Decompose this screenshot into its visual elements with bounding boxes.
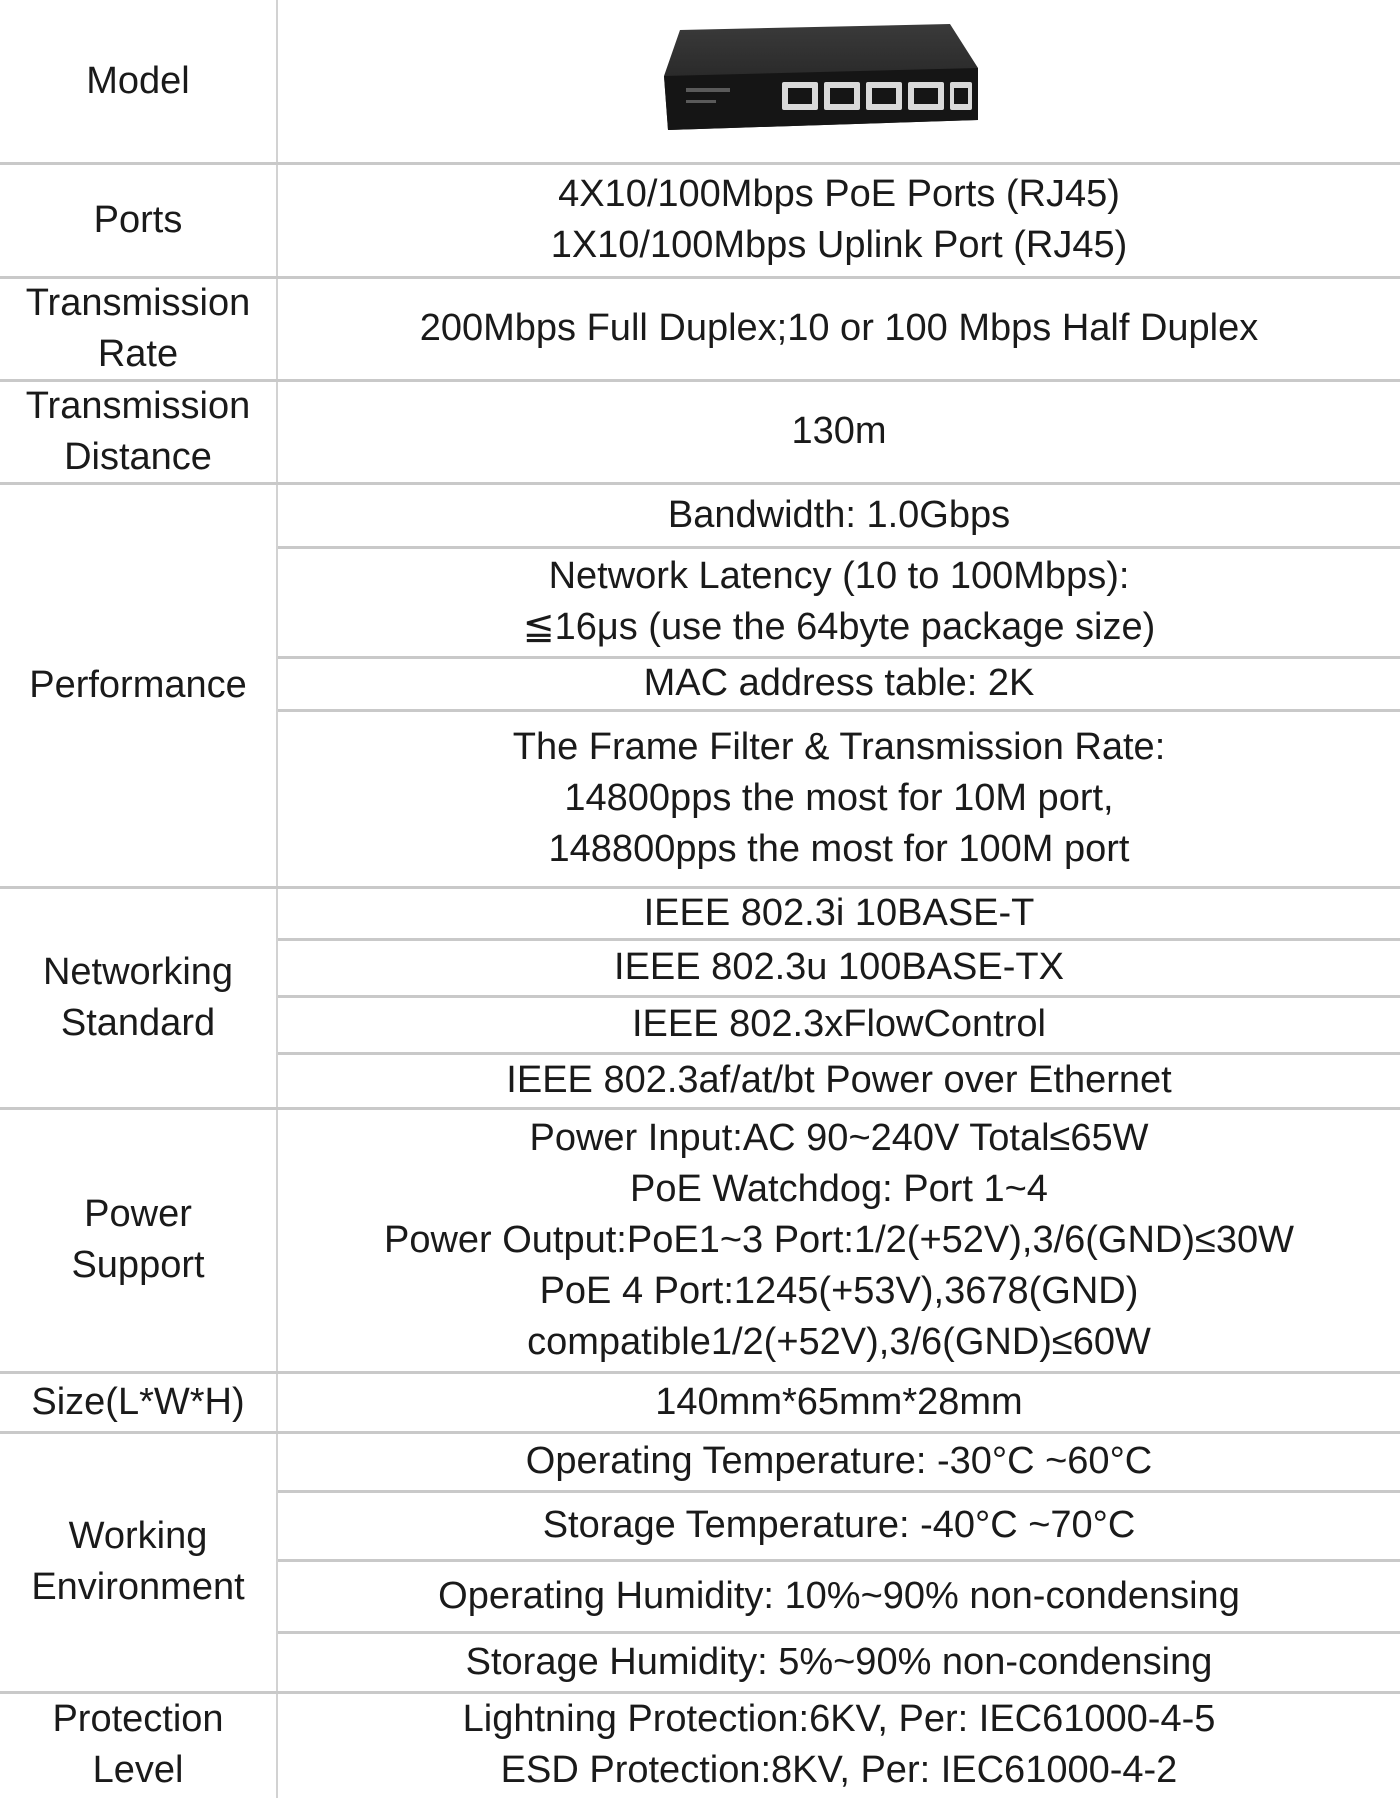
row-label-transmission-distance — [0, 380, 276, 483]
label-text: Working — [68, 1515, 208, 1557]
sub-row-divider — [278, 938, 1400, 941]
value-text: PoE 4 Port:1245(+53V),3678(GND) — [539, 1269, 1139, 1312]
row-value-networking-standard — [278, 887, 1400, 939]
sub-row-divider — [278, 1559, 1400, 1562]
sub-row-divider — [278, 1631, 1400, 1634]
row-value-networking-standard — [278, 996, 1400, 1053]
label-text: Distance — [64, 435, 212, 478]
label-text: Model — [86, 60, 190, 102]
value-text: 140mm*65mm*28mm — [655, 1380, 1023, 1423]
value-text: IEEE 802.3u 100BASE-TX — [614, 946, 1064, 988]
label-text: Rate — [97, 332, 179, 375]
row-value-performance — [278, 657, 1400, 710]
label-text: Performance — [29, 663, 247, 706]
sub-row-divider — [278, 546, 1400, 549]
row-label-power-support — [0, 1108, 276, 1372]
value-text: 14800pps the most for 10M port, — [564, 777, 1114, 819]
row-divider — [0, 162, 1400, 165]
value-text: Operating Humidity: 10%~90% non-condensing — [438, 1574, 1240, 1617]
label-text: Transmission — [25, 281, 251, 324]
label-text: Networking — [42, 950, 234, 993]
row-value-working-environment — [278, 1491, 1400, 1560]
value-text: compatible1/2(+52V),3/6(GND)≤60W — [527, 1320, 1151, 1363]
row-value-transmission-rate — [278, 277, 1400, 380]
value-text: ESD Protection:8KV, Per: IEC61000-4-2 — [500, 1749, 1178, 1791]
value-text: 130m — [791, 410, 887, 452]
row-value-working-environment — [278, 1432, 1400, 1491]
network-switch-icon — [660, 16, 980, 136]
value-text: Power Output:PoE1~3 Port:1/2(+52V),3/6(GND)≤30W — [383, 1218, 1295, 1261]
value-text: Power Input:AC 90~240V Total≤65W — [529, 1116, 1149, 1159]
row-value-ports — [278, 163, 1400, 277]
row-label-networking-standard — [0, 887, 276, 1108]
row-value-working-environment — [278, 1632, 1400, 1692]
row-divider — [0, 276, 1400, 279]
row-divider — [0, 1431, 1400, 1434]
label-text: Transmission — [25, 384, 251, 427]
row-divider — [0, 482, 1400, 485]
sub-row-divider — [278, 995, 1400, 998]
value-text: IEEE 802.3af/at/bt Power over Ethernet — [506, 1059, 1172, 1101]
row-label-protection-level — [0, 1692, 276, 1798]
row-label-size — [0, 1372, 276, 1432]
sub-row-divider — [278, 709, 1400, 712]
value-text: PoE Watchdog: Port 1~4 — [630, 1167, 1048, 1210]
value-text: Network Latency (10 to 100Mbps): — [548, 555, 1130, 597]
row-divider — [0, 1371, 1400, 1374]
row-value-working-environment — [278, 1560, 1400, 1632]
value-text: Bandwidth: 1.0Gbps — [667, 493, 1011, 536]
row-value-performance — [278, 483, 1400, 547]
label-text: Protection — [52, 1698, 224, 1740]
value-text: Storage Temperature: -40°C ~70°C — [542, 1504, 1136, 1546]
sub-row-divider — [278, 1052, 1400, 1055]
value-text: 148800pps the most for 100M port — [548, 828, 1130, 870]
label-text: Support — [71, 1244, 205, 1286]
value-text: 1X10/100Mbps Uplink Port (RJ45) — [550, 224, 1128, 266]
row-label-ports — [0, 163, 276, 277]
label-text: Standard — [60, 1001, 216, 1044]
value-text: 200Mbps Full Duplex;10 or 100 Mbps Half Duplex — [419, 307, 1259, 349]
value-text: IEEE 802.3i 10BASE-T — [643, 891, 1035, 934]
row-value-networking-standard — [278, 1053, 1400, 1108]
value-text: MAC address table: 2K — [643, 662, 1035, 704]
value-text: 4X10/100Mbps PoE Ports (RJ45) — [558, 173, 1120, 215]
row-value-performance — [278, 547, 1400, 657]
value-text: Storage Humidity: 5%~90% non-condensing — [465, 1640, 1213, 1683]
row-divider — [0, 1107, 1400, 1110]
row-value-size — [278, 1372, 1400, 1432]
label-text: Ports — [93, 198, 183, 241]
value-text: ≦16μs (use the 64byte package size) — [522, 606, 1156, 648]
row-label-model — [0, 0, 276, 163]
label-text: Power — [84, 1193, 192, 1235]
row-value-performance — [278, 710, 1400, 887]
label-text: Size(L*W*H) — [31, 1380, 245, 1423]
sub-row-divider — [278, 1490, 1400, 1493]
row-divider — [0, 1691, 1400, 1694]
row-label-performance — [0, 483, 276, 887]
value-text: Lightning Protection:6KV, Per: IEC61000-4-5 — [462, 1698, 1216, 1740]
row-value-protection-level — [278, 1692, 1400, 1798]
row-value-transmission-distance — [278, 380, 1400, 483]
label-text: Level — [92, 1749, 184, 1791]
row-label-transmission-rate — [0, 277, 276, 380]
label-text: Environment — [31, 1566, 245, 1608]
row-divider — [0, 886, 1400, 889]
row-divider — [0, 379, 1400, 382]
value-text: IEEE 802.3xFlowControl — [632, 1003, 1046, 1045]
row-value-power-support — [278, 1108, 1400, 1372]
value-text: Operating Temperature: -30°C ~60°C — [525, 1440, 1153, 1482]
value-text: The Frame Filter & Transmission Rate: — [512, 726, 1166, 768]
sub-row-divider — [278, 656, 1400, 659]
row-label-working-environment — [0, 1432, 276, 1692]
row-value-networking-standard — [278, 939, 1400, 996]
